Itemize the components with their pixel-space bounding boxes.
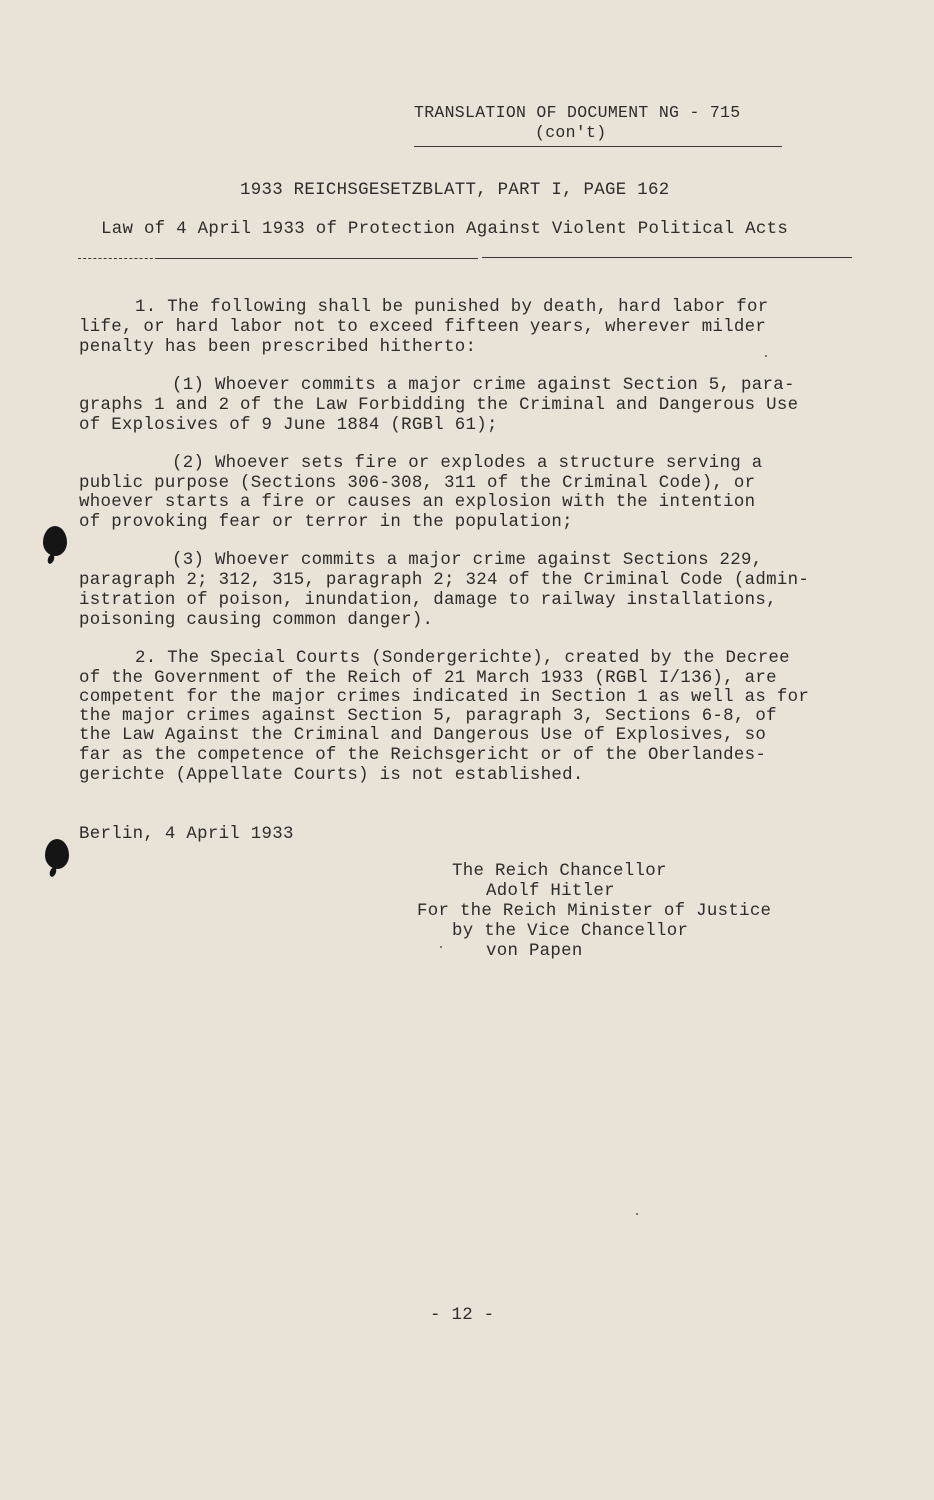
item3-line3: istration of poison, inundation, damage to railway installations,	[79, 591, 777, 610]
title-rule-right	[482, 257, 852, 258]
punch-hole-upper	[43, 526, 67, 556]
item2-line2: public purpose (Sections 306-308, 311 of the Criminal Code), or	[79, 474, 756, 493]
item3-line4: poisoning causing common danger).	[79, 611, 434, 630]
title-rule-left	[78, 258, 158, 259]
item1-line1: (1) Whoever commits a major crime against Section 5, para-	[172, 376, 795, 395]
header-underline	[414, 146, 782, 147]
punch-hole-lower	[45, 839, 69, 869]
title-rule-main	[158, 258, 478, 259]
source-citation: 1933 REICHSGESETZBLATT, PART I, PAGE 162	[240, 181, 670, 200]
item3-line2: paragraph 2; 312, 315, paragraph 2; 324 of the Criminal Code (admin-	[79, 571, 810, 590]
item2-line1: (2) Whoever sets fire or explodes a structure serving a	[172, 454, 763, 473]
signature-by: by the Vice Chancellor	[452, 922, 689, 941]
document-reference: TRANSLATION OF DOCUMENT NG - 715	[414, 103, 741, 122]
paper-speck	[440, 946, 442, 948]
page-number: - 12 -	[430, 1306, 495, 1325]
item1-line3: of Explosives of 9 June 1884 (RGBl 61);	[79, 416, 498, 435]
para2-line7: gerichte (Appellate Courts) is not established.	[79, 766, 584, 785]
para2-line5: the Law Against the Criminal and Dangerous Use of Explosives, so	[79, 726, 767, 745]
item3-line1: (3) Whoever commits a major crime against Sections 229,	[172, 551, 763, 570]
paper-speck	[636, 1213, 638, 1215]
para1-line3: penalty has been prescribed hitherto:	[79, 338, 477, 357]
signature-name: Adolf Hitler	[486, 882, 615, 901]
para1-line2: life, or hard labor not to exceed fifteen years, wherever milder	[79, 318, 767, 337]
para2-line2: of the Government of the Reich of 21 March 1933 (RGBl I/136), are	[79, 669, 777, 688]
signature-title: The Reich Chancellor	[452, 862, 667, 881]
para2-line6: far as the competence of the Reichsgericht or of the Oberlandes-	[79, 746, 767, 765]
item2-line3: whoever starts a fire or causes an explosion with the intention	[79, 493, 756, 512]
para1-line1: 1. The following shall be punished by death, hard labor for	[135, 298, 769, 317]
item2-line4: of provoking fear or terror in the population;	[79, 513, 573, 532]
continuation-note: (con't)	[535, 123, 607, 142]
place-date: Berlin, 4 April 1933	[79, 825, 294, 844]
para2-line4: the major crimes against Section 5, paragraph 3, Sections 6-8, of	[79, 707, 777, 726]
law-title: Law of 4 April 1933 of Protection Against Violent Political Acts	[101, 220, 789, 239]
para2-line1: 2. The Special Courts (Sondergerichte), created by the Decree	[135, 649, 790, 668]
signature-deputy: von Papen	[486, 942, 583, 961]
para2-line3: competent for the major crimes indicated in Section 1 as well as for	[79, 688, 810, 707]
paper-speck	[765, 355, 767, 357]
item1-line2: graphs 1 and 2 of the Law Forbidding the Criminal and Dangerous Use	[79, 396, 799, 415]
signature-for: For the Reich Minister of Justice	[417, 902, 772, 921]
